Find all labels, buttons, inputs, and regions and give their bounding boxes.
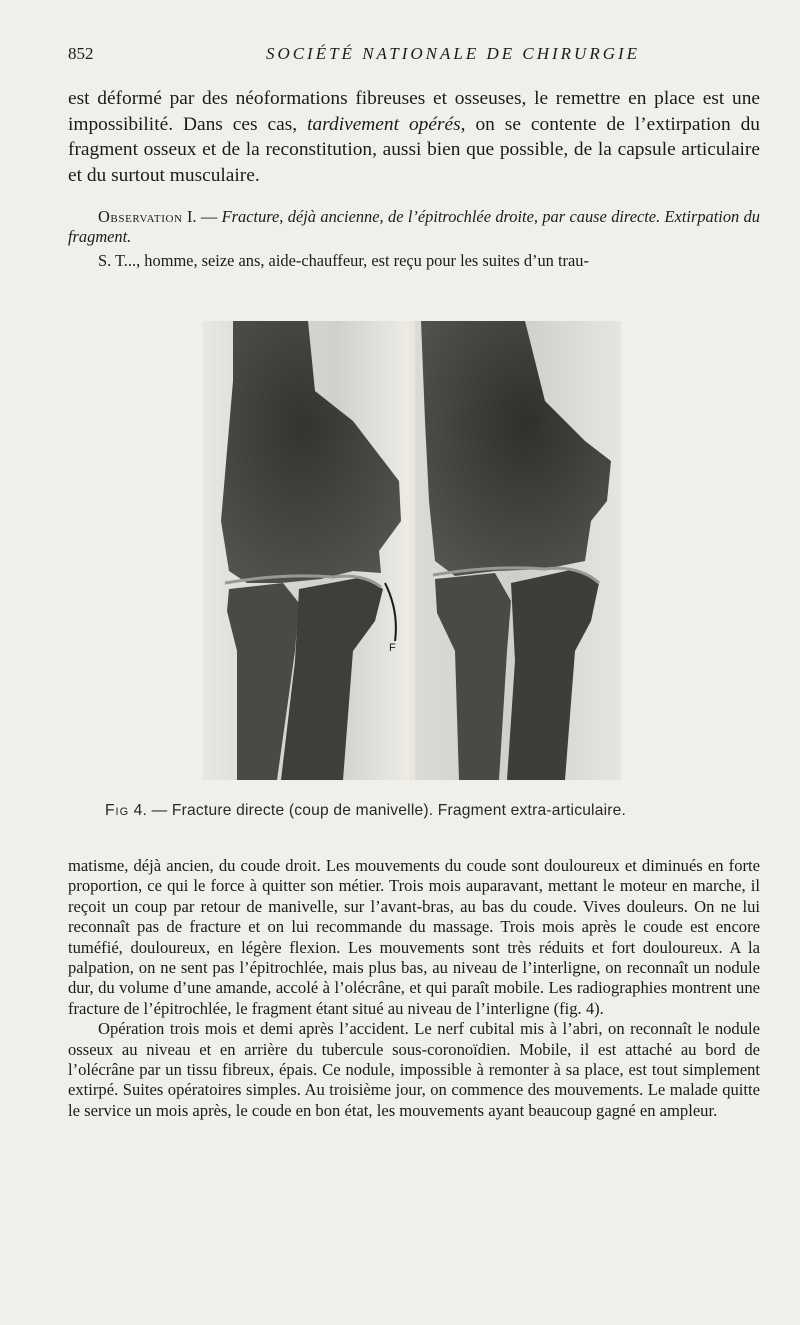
figure-caption: [105, 802, 725, 820]
body-paragraph-1: matisme, déjà ancien, du coude droit. Les mouvements du coude sont douloureux et diminués en forte proportion, ce qui le force à quitter son métier. Trois mois auparavant, mettant le moteur en marche, il reçoit un coup par retour de manivelle, sur l’avant-bras, au bas du coude. Vives douleurs. On ne lui reconnaît pas de fracture et on lui recommande du massage. Trois mois après le coude est encore tuméfié, douloureux, en légère flexion. Les mouvements sont très réduits et fort douloureux. A la palpation, on ne sent pas l’épitrochlée, mais plus bas, au niveau de l’interligne, on reconnaît un nodule dur, du volume d’une amande, accolé à l’olécrâne, et qui paraît mobile. Les radiographies montrent une fracture de l’épitrochlée, le fragment étant situé au niveau de l’interligne (fig. 4).: [68, 856, 760, 1018]
body-text: [68, 856, 760, 1121]
lead-emphasis: tardivement opérés: [307, 113, 461, 135]
observation-heading: [68, 207, 760, 247]
lead-text-part1: est déformé par des néoformations fibreuses et osseuses, le remettre en place est une impossibilité. Dans ces cas,: [68, 88, 760, 135]
radiograph-figure: [203, 321, 621, 780]
figure-caption-text: — Fracture directe (coup de manivelle). Fragment extra-articulaire.: [147, 802, 627, 819]
observation-label: Observation: [98, 207, 183, 226]
lead-text-part2: , on se contente de l’extirpation du fragment osseux et de la reconstitution, aussi bien que possible, de la capsule articulaire et du surtout musculaire.: [68, 113, 760, 186]
observation-number: I. —: [182, 207, 222, 226]
running-title: SOCIÉTÉ NATIONALE DE CHIRURGIE: [265, 44, 641, 63]
observation-title: Fracture, déjà ancienne, de l’épitrochlée droite, par cause directe. Extirpation du fragment.: [68, 207, 760, 246]
page-header: [68, 40, 760, 68]
page-number: 852: [68, 44, 94, 63]
fragment-marker-label: F: [389, 642, 396, 654]
figure-number: 4.: [129, 802, 148, 819]
radiograph-right-image: [415, 321, 621, 780]
radiograph-left-image: [203, 321, 409, 780]
figure-label: Fig: [105, 802, 130, 819]
radiograph-right: [415, 321, 621, 780]
radiograph-left: [203, 321, 409, 780]
case-intro: S. T..., homme, seize ans, aide-chauffeur, est reçu pour les suites d’un trau-: [98, 251, 589, 270]
body-paragraph-2: Opération trois mois et demi après l’accident. Le nerf cubital mis à l’abri, on reconnaît le nodule osseux au niveau et en arrière du tubercule sous-coronoïdien. Mobile, il est attaché au bord de l’olécrâne par un tissu fibreux, épais. Ce nodule, impossible à remonter à sa place, est tout simplement extirpé. Suites opératoires simples. Au troisième jour, on commence des mouvements. Le malade quitte le service un mois après, le coude en bon état, les mouvements ayant beaucoup gagné en ampleur.: [68, 1019, 760, 1120]
lead-paragraph: [68, 86, 760, 188]
